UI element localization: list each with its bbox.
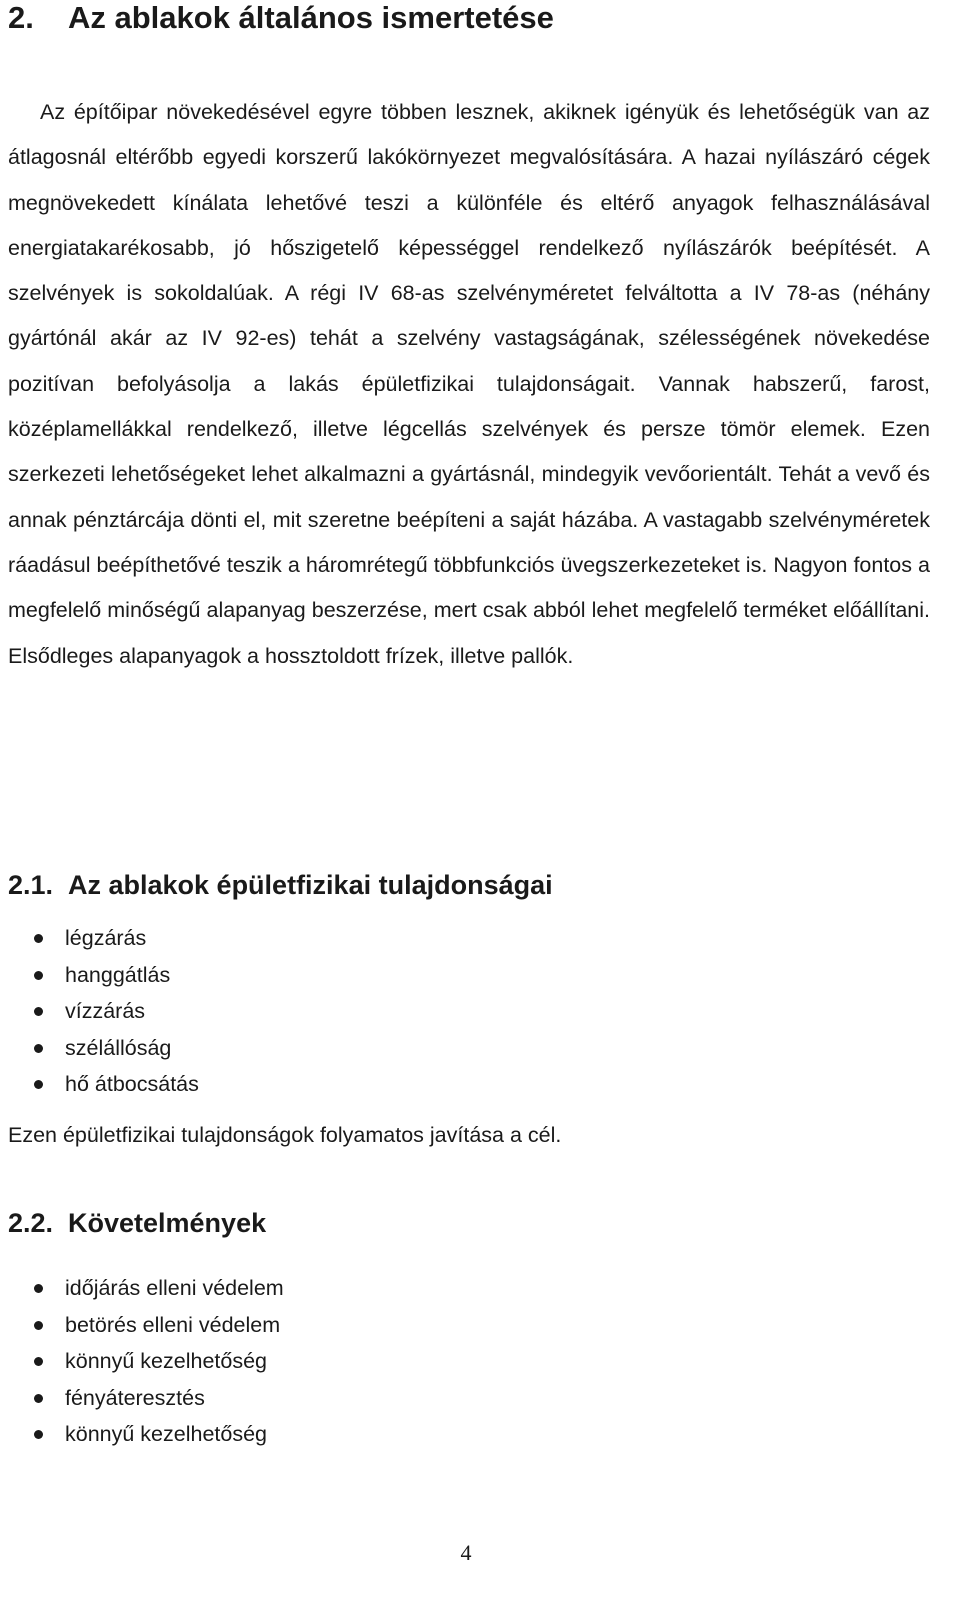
list-item-text: időjárás elleni védelem — [65, 1276, 284, 1300]
list-item-text: könnyű kezelhetőség — [65, 1422, 268, 1446]
bullet-icon — [34, 1357, 43, 1366]
subsection-number-2-2: 2.2. — [8, 1208, 54, 1238]
subsection-title-2-2: Követelmények — [68, 1208, 267, 1238]
list-item — [0, 993, 199, 1030]
list-item-text: légzárás — [65, 926, 147, 950]
list-item-text: betörés elleni védelem — [65, 1312, 281, 1337]
section-number: 2. — [8, 0, 34, 35]
bullet-icon — [34, 934, 43, 943]
list-item-text: hanggátlás — [65, 962, 171, 987]
subsection-heading-2-1 — [8, 867, 553, 903]
subsection-heading-2-2 — [8, 1205, 266, 1241]
bullet-icon — [34, 1284, 43, 1293]
closing-sentence: Ezen épületfizikai tulajdonságok folyamatos javítása a cél. — [8, 1123, 562, 1147]
bullet-icon — [34, 1080, 43, 1089]
list-item-text: vízzárás — [65, 999, 146, 1023]
bullet-icon — [34, 1430, 43, 1439]
list-item — [0, 1343, 284, 1380]
list-item — [0, 1307, 284, 1344]
subsection-title-2-1: Az ablakok épületfizikai tulajdonságai — [68, 870, 553, 900]
subsection-number-2-1: 2.1. — [8, 870, 54, 900]
list-item — [0, 920, 199, 957]
requirements-list — [0, 1270, 284, 1453]
list-item-text: hő átbocsátás — [65, 1072, 199, 1096]
bullet-icon — [34, 971, 43, 980]
list-item — [0, 1416, 284, 1453]
bullet-icon — [34, 1044, 43, 1053]
list-item-text: könnyű kezelhetőség — [65, 1349, 268, 1373]
list-item — [0, 1066, 199, 1103]
bullet-icon — [34, 1394, 43, 1403]
intro-paragraph-text: Az építőipar növekedésével egyre többen lesznek, akiknek igényük és lehetőségük van az átlagosnál eltérőbb egyedi korszerű lakókörnyezet megvalósítására. A hazai nyílászáró cégek megnövekedett kínálata lehetővé teszi a különféle és eltérő anyagok felhasználásával energiatakarékosabb, jó hőszigetelő képességgel rendelkező nyílászárók beépítését. A szelvények is sokoldalúak. A régi IV 68-as szelvényméretet felváltotta a IV 78-as (néhány gyártónál akár az IV 92-es) tehát a szelvény vastagságának, szélességének növekedése pozitívan befolyásolja a lakás épületfizikai tulajdonságait. Vannak habszerű, farost, középlamellákkal rendelkező, illetve légcellás szelvények és persze tömör elemek. Ezen szerkezeti lehetőségeket lehet alkalmazni a gyártásnál, mindegyik vevőorientált. Tehát a vevő és annak pénztárcája dönti el, mit szeretne beépíteni a saját házába. A vastagabb szelvényméretek ráadásul beépíthetővé teszik a háromrétegű többfunkciós üvegszerkezeteket is. Nagyon fontos a megfelelő minőségű alapanyag beszerzése, mert csak abból lehet megfelelő terméket előállítani. Elsődleges alapanyagok a hossztoldott frízek, illetve pallók. — [8, 100, 930, 668]
list-item-text: szélállóság — [65, 1035, 172, 1060]
list-item — [0, 1030, 199, 1067]
bullet-icon — [34, 1007, 43, 1016]
list-item — [0, 1270, 284, 1307]
section-title: Az ablakok általános ismertetése — [68, 0, 554, 35]
section-heading — [8, 0, 554, 36]
physical-properties-list — [0, 920, 199, 1103]
page-number: 4 — [460, 1540, 472, 1565]
list-item-text: fényáteresztés — [65, 1385, 205, 1410]
bullet-icon — [34, 1321, 43, 1330]
list-item — [0, 957, 199, 994]
list-item — [0, 1380, 284, 1417]
intro-paragraph — [8, 90, 930, 679]
